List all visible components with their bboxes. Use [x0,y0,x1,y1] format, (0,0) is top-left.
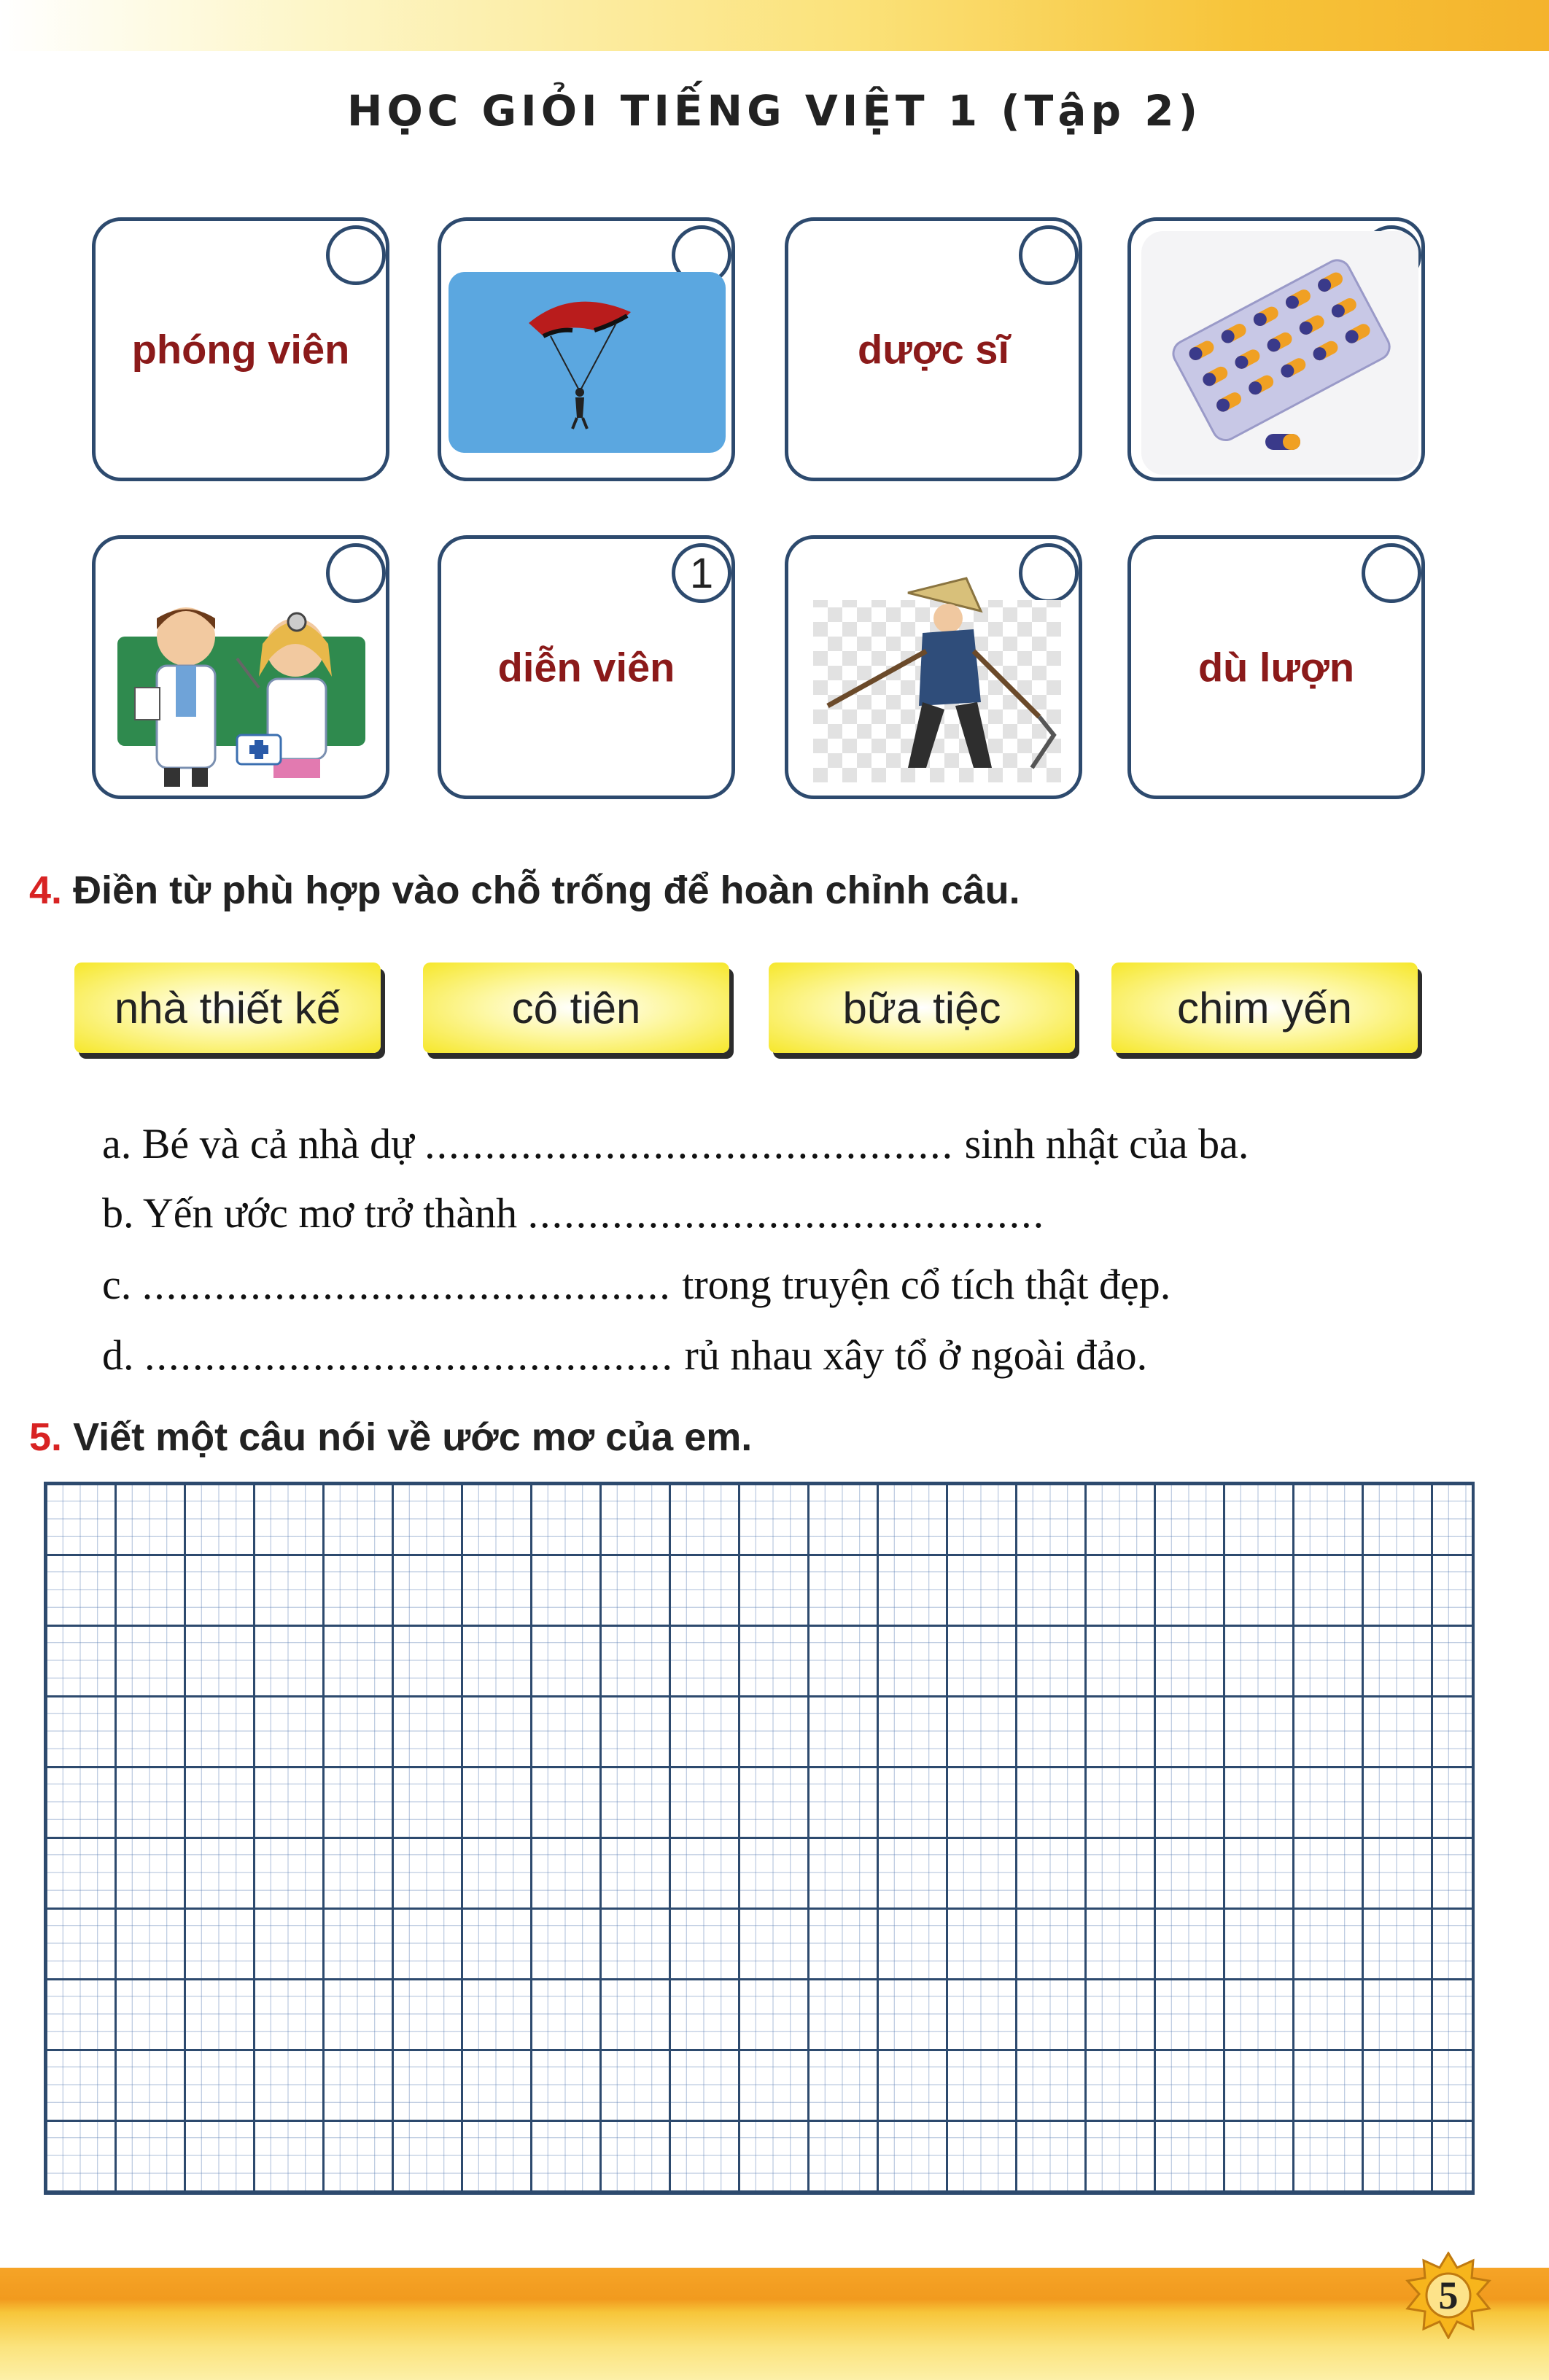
exercise-4-instruction: Điền từ phù hợp vào chỗ trống để hoàn chỉnh câu. [73,868,1020,912]
blank-c[interactable]: ............................................ [141,1261,672,1308]
answer-circle[interactable]: 1 [672,543,731,603]
exercise-5-number: 5. [29,1415,63,1459]
sentence-d: d. ............................................ rủ nhau xây tổ ở ngoài đảo. [102,1331,1148,1379]
card-phong-vien[interactable] [92,217,389,481]
exercise-5-heading [29,1415,752,1460]
blank-b[interactable]: ........................................... [527,1189,1046,1237]
choice-tag[interactable]: cô tiên [423,962,729,1053]
card-word: dược sĩ [858,326,1009,373]
card-du-luon[interactable] [1127,535,1425,799]
card-duoc-si[interactable] [785,217,1082,481]
card-dien-vien[interactable] [438,535,735,799]
sentence-c: c. ............................................ trong truyện cổ tích thật đẹp. [102,1261,1171,1308]
answer-circle[interactable] [1019,225,1079,285]
choice-tag[interactable]: nhà thiết kế [74,962,381,1053]
card-word: phóng viên [131,326,350,373]
card-word: dù lượn [1197,644,1355,691]
sentence-b: b. Yến ước mơ trở thành ........................................... [102,1189,1046,1237]
medicine-pills-picture [1141,231,1411,467]
card-word: diễn viên [497,644,675,691]
card-parachutist[interactable] [438,217,735,481]
sentence-a: a. Bé và cả nhà dự ............................................ sinh nhật của ba. [102,1120,1249,1167]
farmer-picture [799,549,1068,785]
exercise-5-instruction: Viết một câu nói về ước mơ của em. [73,1415,753,1459]
answer-circle[interactable] [326,225,386,285]
exercise-4-number: 4. [29,868,63,912]
blank-d[interactable]: ............................................ [144,1331,674,1379]
card-medicine-pills[interactable] [1127,217,1425,481]
choice-tag[interactable]: bữa tiệc [769,962,1075,1053]
card-doctors[interactable] [92,535,389,799]
writing-grid[interactable] [44,1482,1475,2195]
blank-a[interactable]: ............................................ [424,1120,955,1167]
answer-circle[interactable] [1362,543,1421,603]
page-title: HỌC GIỎI TIẾNG VIỆT 1 (Tập 2) [346,86,1203,136]
top-decorative-band [0,0,1549,51]
page-number: 5 [1438,2274,1459,2317]
doctors-picture [106,549,376,785]
bottom-decorative-band [0,2268,1549,2380]
choice-tag[interactable]: chim yến [1111,962,1418,1053]
exercise-4-heading [29,868,1020,913]
card-farmer[interactable] [785,535,1082,799]
parachutist-picture [449,272,726,453]
